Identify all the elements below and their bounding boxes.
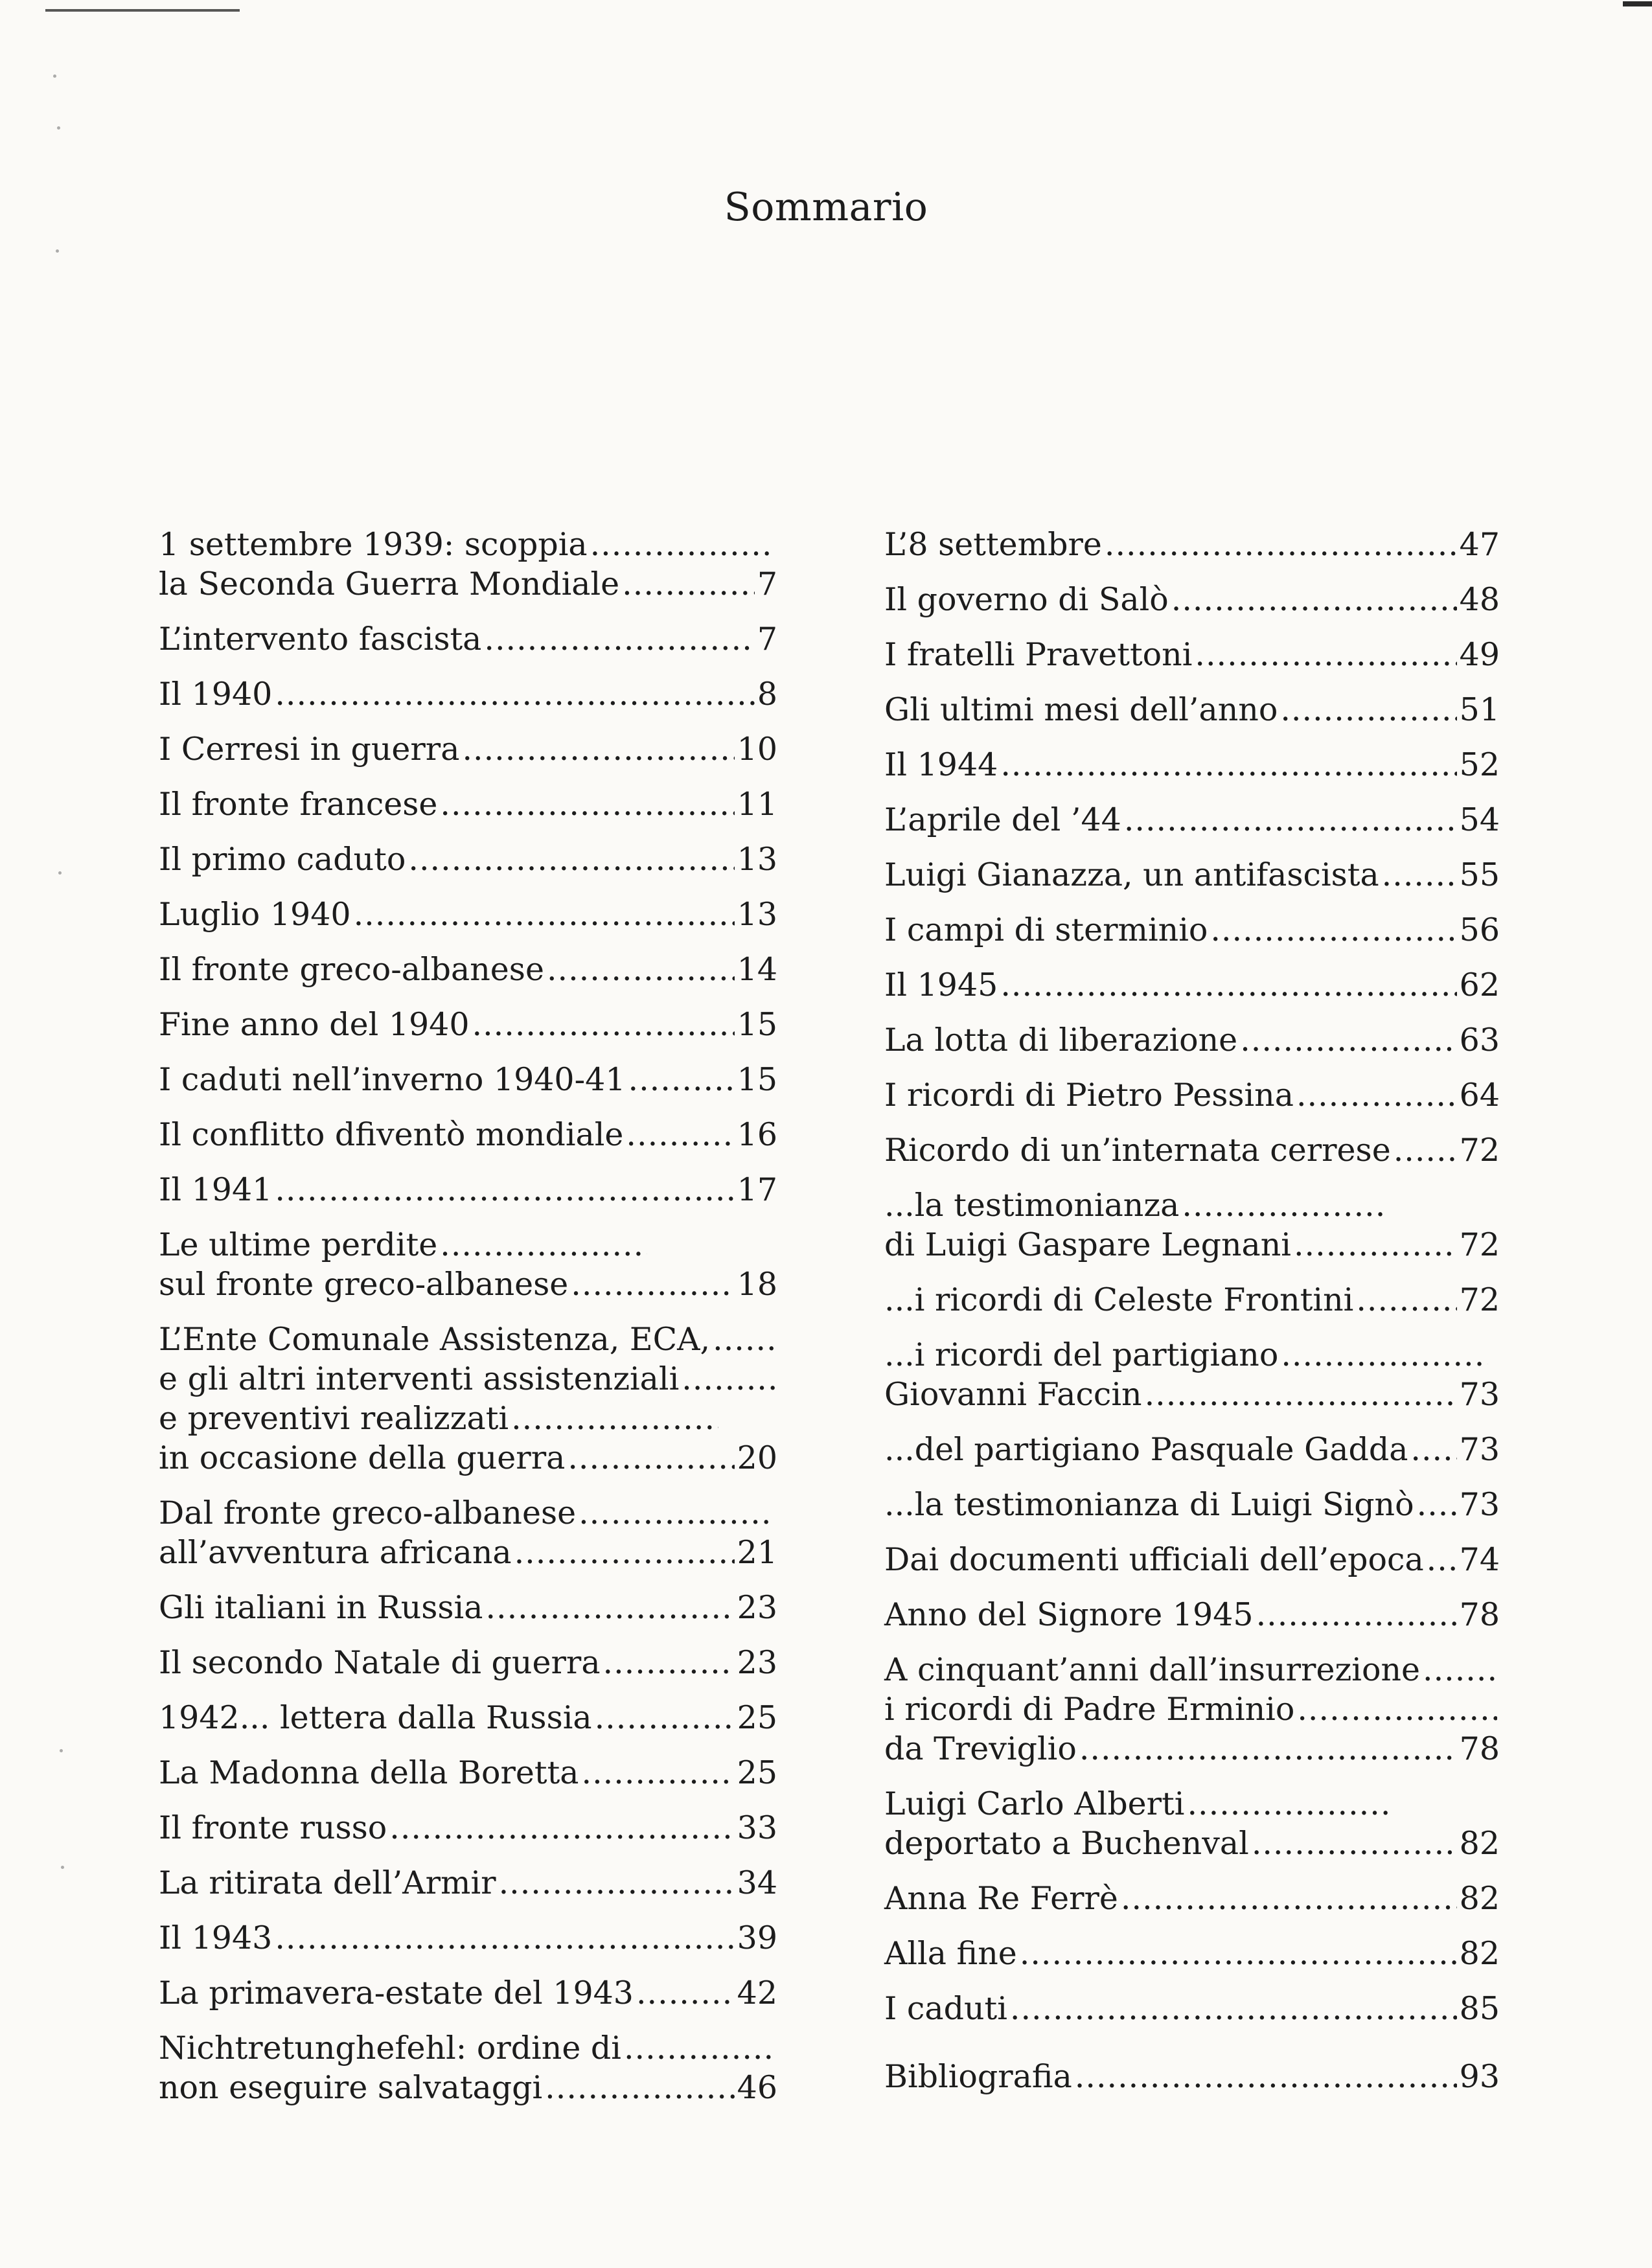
toc-entry-line	[884, 1879, 1500, 1918]
toc-page-number: 47	[1459, 526, 1500, 563]
toc-entry-line	[884, 1729, 1500, 1769]
toc-entry-line	[159, 1643, 777, 1682]
dot-leader	[628, 1060, 735, 1099]
toc-entry-line	[159, 1863, 777, 1903]
toc-page-number: 72	[1459, 1226, 1500, 1263]
toc-page-number: 85	[1459, 1990, 1500, 2027]
toc-entry-line	[884, 745, 1500, 785]
toc-page-number: 8	[757, 676, 777, 713]
toc-page-number: 25	[737, 1699, 777, 1736]
toc-entry-line	[159, 1399, 777, 1438]
toc-entry-title: 1942... lettera dalla Russia	[159, 1699, 592, 1736]
toc-page-number: 23	[737, 1589, 777, 1626]
dot-leader	[1281, 1335, 1488, 1375]
dot-leader	[514, 1533, 735, 1572]
toc-entry-title: Gli ultimi mesi dell’anno	[884, 691, 1278, 728]
dot-leader	[389, 1808, 734, 1848]
toc-page-number: 64	[1459, 1077, 1500, 1114]
dot-leader	[590, 525, 775, 564]
toc-entry[interactable]	[884, 580, 1500, 619]
toc-entry-title: Luglio 1940	[159, 896, 351, 933]
toc-page-number: 17	[737, 1171, 777, 1208]
scan-speck	[60, 1749, 63, 1752]
toc-page-number: 48	[1459, 581, 1500, 618]
dot-leader	[1145, 1375, 1457, 1414]
toc-entry[interactable]	[159, 1005, 777, 1044]
toc-entry[interactable]	[159, 1588, 777, 1627]
toc-entry[interactable]	[884, 1186, 1500, 1265]
toc-entry-title: Il secondo Natale di guerra	[159, 1644, 601, 1681]
toc-entry-title: Ricordo di un’internata cerrese	[884, 1132, 1391, 1169]
toc-entry[interactable]	[884, 1934, 1500, 1973]
toc-entry[interactable]	[884, 1130, 1500, 1170]
toc-entry-line	[159, 895, 777, 934]
toc-entry-title: ...del partigiano Pasquale Gadda	[884, 1431, 1408, 1468]
toc-page-number: 72	[1459, 1281, 1500, 1318]
toc-entry-title: I caduti	[884, 1990, 1007, 2027]
dot-leader	[1195, 635, 1456, 674]
toc-entry-title: Il fronte greco-albanese	[159, 951, 544, 988]
dot-leader	[484, 619, 754, 659]
toc-page-number: 15	[737, 1061, 777, 1098]
dot-leader	[1427, 1540, 1457, 1579]
dot-leader	[1000, 965, 1456, 1005]
toc-entry[interactable]	[884, 855, 1500, 895]
toc-entry-title: da Treviglio	[884, 1730, 1077, 1767]
dot-leader	[1187, 1784, 1394, 1824]
toc-entry-title: L’8 settembre	[884, 526, 1102, 563]
toc-entry[interactable]	[884, 965, 1500, 1005]
toc-entry-title: non eseguire salvataggi	[159, 2069, 543, 2106]
toc-entry[interactable]	[159, 1320, 777, 1478]
toc-entry-line	[159, 1005, 777, 1044]
toc-page-number: 78	[1459, 1596, 1500, 1633]
toc-entry-line	[159, 729, 777, 769]
dot-leader	[1075, 2057, 1457, 2096]
dot-leader	[275, 1170, 734, 1209]
toc-entry[interactable]	[159, 1225, 777, 1304]
toc-entry-line	[159, 1265, 777, 1304]
toc-entry[interactable]	[884, 525, 1500, 564]
toc-entry-title: Il conflitto dfiventò mondiale	[159, 1116, 624, 1153]
toc-entry-title: La ritirata dell’Armir	[159, 1864, 496, 1901]
toc-entry[interactable]	[159, 2028, 777, 2107]
toc-entry-title: Il governo di Salò	[884, 581, 1169, 618]
toc-page-number: 93	[1459, 2058, 1500, 2095]
scan-speck	[61, 1866, 64, 1869]
toc-entry-line	[159, 1918, 777, 1958]
toc-entry[interactable]	[884, 1280, 1500, 1320]
dot-leader	[582, 1753, 735, 1793]
dot-leader	[499, 1863, 735, 1903]
toc-entry[interactable]	[159, 525, 777, 604]
toc-entry-line	[159, 2028, 777, 2068]
toc-entry-title: L’aprile del ’44	[884, 801, 1121, 838]
toc-entry-line	[159, 619, 777, 659]
toc-entry[interactable]	[159, 1918, 777, 1958]
toc-page-number: 11	[737, 786, 777, 823]
toc-entry-line	[884, 1824, 1500, 1863]
toc-entry-title: Le ultime perdite	[159, 1226, 438, 1263]
toc-entry-line	[159, 1170, 777, 1209]
toc-page-number: 34	[737, 1864, 777, 1901]
toc-entry-title: e preventivi realizzati	[159, 1400, 509, 1437]
toc-page-number: 39	[737, 1919, 777, 1956]
dot-leader	[1410, 1430, 1456, 1469]
toc-entry[interactable]	[884, 745, 1500, 785]
dot-leader	[622, 564, 755, 604]
toc-page-number: 82	[1459, 1935, 1500, 1972]
toc-entry-title: Bibliografia	[884, 2058, 1072, 2095]
toc-entry-line	[159, 1359, 777, 1399]
toc-entry-line	[884, 1280, 1500, 1320]
toc-entry[interactable]	[159, 1493, 777, 1572]
toc-page-number: 25	[737, 1754, 777, 1791]
toc-page-number: 82	[1459, 1825, 1500, 1862]
toc-entry[interactable]	[884, 1540, 1500, 1579]
toc-page-number: 73	[1459, 1431, 1500, 1468]
toc-entry-title: La Madonna della Boretta	[159, 1754, 579, 1791]
dot-leader	[1210, 910, 1456, 950]
toc-entry-line	[159, 840, 777, 879]
toc-entry[interactable]	[884, 690, 1500, 729]
dot-leader	[1296, 1075, 1457, 1115]
dot-leader	[1417, 1485, 1457, 1524]
toc-page-number: 55	[1459, 856, 1500, 893]
toc-entry-line	[884, 1934, 1500, 1973]
toc-entry-title: ...la testimonianza di Luigi Signò	[884, 1486, 1414, 1523]
toc-entry-title: La primavera-estate del 1943	[159, 1975, 634, 2011]
toc-entry-line	[159, 950, 777, 989]
toc-entry-line	[884, 1595, 1500, 1634]
toc-entry-title: Il 1940	[159, 676, 273, 713]
toc-entry-line	[884, 910, 1500, 950]
toc-entry-line	[159, 1588, 777, 1627]
toc-page-number: 54	[1459, 801, 1500, 838]
toc-entry-title: I ricordi di Pietro Pessina	[884, 1077, 1294, 1114]
dot-leader	[579, 1493, 775, 1533]
toc-entry[interactable]	[159, 895, 777, 934]
toc-entry-title: 1 settembre 1939: scoppia	[159, 526, 588, 563]
toc-entry-line	[884, 1020, 1500, 1060]
dot-leader	[275, 674, 755, 714]
dot-leader	[603, 1643, 735, 1682]
scan-speck	[56, 249, 59, 253]
toc-page-number: 21	[737, 1534, 777, 1571]
toc-page-number: 23	[737, 1644, 777, 1681]
toc-entry-title: I fratelli Pravettoni	[884, 636, 1193, 673]
toc-entry[interactable]	[159, 840, 777, 879]
dot-leader	[545, 2068, 734, 2107]
toc-entry-line	[159, 1973, 777, 2013]
dot-leader	[1020, 1934, 1457, 1973]
dot-leader	[624, 2028, 775, 2068]
toc-entry-title: Il fronte russo	[159, 1809, 387, 1846]
toc-entry-title: I campi di sterminio	[884, 911, 1208, 948]
toc-entry-line	[884, 800, 1500, 840]
toc-entry-line	[884, 1430, 1500, 1469]
dot-leader	[571, 1265, 734, 1304]
toc-column-left	[159, 525, 777, 2123]
toc-entry[interactable]	[884, 1650, 1500, 1769]
toc-page-number: 63	[1459, 1022, 1500, 1059]
dot-leader	[1423, 1650, 1497, 1690]
toc-page-number: 74	[1459, 1541, 1500, 1578]
toc-entry-line	[884, 1485, 1500, 1524]
toc-entry[interactable]	[884, 1335, 1500, 1414]
dot-leader	[1124, 800, 1457, 840]
toc-page-number: 18	[737, 1266, 777, 1303]
toc-page-number: 7	[757, 566, 777, 602]
toc-page-number: 73	[1459, 1376, 1500, 1413]
toc-entry-title: Dal fronte greco-albanese	[159, 1495, 577, 1531]
toc-entry[interactable]	[159, 785, 777, 824]
dot-leader	[275, 1918, 734, 1958]
toc-entry-line	[159, 1698, 777, 1737]
dot-leader	[462, 729, 734, 769]
dot-leader	[547, 950, 735, 989]
toc-entry[interactable]	[159, 1863, 777, 1903]
scan-speck	[58, 871, 62, 875]
toc-entry[interactable]	[159, 1115, 777, 1154]
toc-entry[interactable]	[159, 1973, 777, 2013]
scan-edge-mark	[45, 9, 240, 12]
toc-entry-title: e gli altri interventi assistenziali	[159, 1360, 680, 1397]
dot-leader	[485, 1588, 734, 1627]
toc-entry-title: di Luigi Gaspare Legnani	[884, 1226, 1291, 1263]
toc-entry[interactable]	[884, 1989, 1500, 2028]
dot-leader	[626, 1115, 734, 1154]
toc-entry-title: I caduti nell’inverno 1940-41	[159, 1061, 626, 1098]
toc-page-number: 78	[1459, 1730, 1500, 1767]
toc-entry-line	[159, 1320, 777, 1359]
toc-page-number: 13	[737, 841, 777, 878]
toc-entry[interactable]	[159, 1698, 777, 1737]
toc-entry[interactable]	[159, 1753, 777, 1793]
toc-entry[interactable]	[884, 1485, 1500, 1524]
dot-leader	[1010, 1989, 1457, 2028]
toc-entry-title: Fine anno del 1940	[159, 1006, 470, 1043]
toc-page-number: 15	[737, 1006, 777, 1043]
toc-entry[interactable]	[884, 1020, 1500, 1060]
toc-entry-title: i ricordi di Padre Erminio	[884, 1691, 1295, 1728]
toc-entry[interactable]	[159, 1643, 777, 1682]
toc-entry-title: Nichtretunghefehl: ordine di	[159, 2030, 621, 2067]
dot-leader	[472, 1005, 735, 1044]
toc-entry[interactable]	[884, 1784, 1500, 1863]
toc-entry-title: Il 1941	[159, 1171, 273, 1208]
toc-entry[interactable]	[159, 729, 777, 769]
toc-page-number: 56	[1459, 911, 1500, 948]
toc-entry-line	[159, 2068, 777, 2107]
dot-leader	[1182, 1186, 1389, 1225]
toc-entry-line	[159, 1533, 777, 1572]
toc-entry-title: Il 1945	[884, 967, 998, 1003]
toc-page-number: 42	[737, 1975, 777, 2011]
dot-leader	[1256, 1595, 1457, 1634]
dot-leader	[568, 1438, 734, 1478]
dot-leader	[1297, 1690, 1497, 1729]
toc-entry-title: Il fronte francese	[159, 786, 438, 823]
toc-entry-title: ...i ricordi di Celeste Frontini	[884, 1281, 1354, 1318]
toc-entry-line	[884, 635, 1500, 674]
toc-entry-line	[159, 1753, 777, 1793]
toc-entry-line	[159, 785, 777, 824]
scan-speck	[53, 74, 56, 78]
dot-leader	[1000, 745, 1456, 785]
toc-entry-title: la Seconda Guerra Mondiale	[159, 566, 620, 602]
toc-entry-line	[884, 1186, 1500, 1225]
toc-entry-title: L’Ente Comunale Assistenza, ECA,	[159, 1321, 711, 1358]
dot-leader	[1105, 525, 1457, 564]
dot-leader	[1356, 1280, 1456, 1320]
toc-entry-title: Alla fine	[884, 1935, 1017, 1972]
dot-leader	[1294, 1225, 1457, 1265]
toc-entry[interactable]	[159, 1170, 777, 1209]
toc-page-number: 33	[737, 1809, 777, 1846]
toc-entry-line	[159, 525, 777, 564]
toc-page-number: 14	[737, 951, 777, 988]
toc-entry-line	[884, 580, 1500, 619]
dot-leader	[408, 840, 734, 879]
dot-leader	[1121, 1879, 1457, 1918]
toc-entry-line	[159, 1060, 777, 1099]
toc-entry-title: Il primo caduto	[159, 841, 406, 878]
toc-entry-line	[884, 1375, 1500, 1414]
toc-page-number: 7	[757, 621, 777, 658]
toc-page-number: 16	[737, 1116, 777, 1153]
toc-page-number: 51	[1459, 691, 1500, 728]
toc-entry-title: sul fronte greco-albanese	[159, 1266, 569, 1303]
toc-entry-title: deportato a Buchenval	[884, 1825, 1249, 1862]
toc-entry-line	[884, 525, 1500, 564]
toc-entry-title: Luigi Gianazza, un antifascista	[884, 856, 1379, 893]
toc-entry-line	[884, 1784, 1500, 1824]
dot-leader	[440, 785, 734, 824]
toc-entry-line	[884, 1130, 1500, 1170]
toc-entry[interactable]	[159, 619, 777, 659]
toc-entry-line	[884, 690, 1500, 729]
dot-leader	[1171, 580, 1457, 619]
toc-entry-line	[884, 1335, 1500, 1375]
toc-entry-line	[159, 1493, 777, 1533]
toc-entry[interactable]	[884, 800, 1500, 840]
dot-leader	[595, 1698, 735, 1737]
toc-entry-line	[159, 564, 777, 604]
toc-entry-line	[159, 1225, 777, 1265]
toc-entry-line	[159, 1808, 777, 1848]
toc-entry[interactable]	[884, 1879, 1500, 1918]
toc-entry-line	[884, 1540, 1500, 1579]
toc-entry-title: Gli italiani in Russia	[159, 1589, 483, 1626]
toc-page-number: 82	[1459, 1880, 1500, 1917]
toc-entry-title: Giovanni Faccin	[884, 1376, 1142, 1413]
toc-entry-line	[884, 1075, 1500, 1115]
toc-page-number: 49	[1459, 636, 1500, 673]
toc-entry-line	[884, 1225, 1500, 1265]
toc-entry-title: in occasione della guerra	[159, 1439, 566, 1476]
toc-entry-line	[884, 1690, 1500, 1729]
toc-column-right	[884, 525, 1500, 2112]
toc-entry-title: I Cerresi in guerra	[159, 731, 460, 768]
toc-entry-line	[884, 855, 1500, 895]
toc-entry-title: La lotta di liberazione	[884, 1022, 1238, 1059]
toc-page-number: 13	[737, 896, 777, 933]
dot-leader	[1252, 1824, 1457, 1863]
toc-entry-title: A cinquant’anni dall’insurrezione	[884, 1651, 1420, 1688]
toc-entry-title: all’avventura africana	[159, 1534, 512, 1571]
scan-speck	[57, 126, 60, 130]
dot-leader	[682, 1359, 775, 1399]
toc-entry[interactable]	[159, 1060, 777, 1099]
dot-leader	[354, 895, 735, 934]
toc-page-number: 62	[1459, 967, 1500, 1003]
dot-leader	[440, 1225, 647, 1265]
dot-leader	[1382, 855, 1457, 895]
toc-entry[interactable]	[159, 674, 777, 714]
toc-page-number: 20	[737, 1439, 777, 1476]
toc-entry-line	[884, 965, 1500, 1005]
dot-leader	[511, 1399, 718, 1438]
dot-leader	[1394, 1130, 1457, 1170]
toc-entry-line	[884, 1650, 1500, 1690]
toc-entry-line	[884, 2057, 1500, 2096]
dot-leader	[636, 1973, 735, 2013]
toc-entry-title: Luigi Carlo Alberti	[884, 1785, 1185, 1822]
scan-corner-mark	[1623, 1, 1652, 6]
dot-leader	[1240, 1020, 1456, 1060]
toc-entry-title: Il 1944	[884, 746, 998, 783]
toc-entry[interactable]	[159, 1808, 777, 1848]
dot-leader	[1280, 690, 1456, 729]
toc-page-number: 52	[1459, 746, 1500, 783]
toc-entry[interactable]	[884, 1075, 1500, 1115]
toc-entry-line	[159, 1115, 777, 1154]
toc-entry-line	[159, 674, 777, 714]
toc-entry[interactable]	[884, 2057, 1500, 2096]
toc-page-number: 72	[1459, 1132, 1500, 1169]
toc-entry-title: ...i ricordi del partigiano	[884, 1336, 1279, 1373]
toc-entry-title: ...la testimonianza	[884, 1187, 1180, 1224]
toc-entry[interactable]	[884, 1595, 1500, 1634]
dot-leader	[1079, 1729, 1457, 1769]
toc-entry-line	[884, 1989, 1500, 2028]
toc-entry[interactable]	[159, 950, 777, 989]
page-title: Sommario	[724, 185, 928, 230]
toc-entry-title: Anno del Signore 1945	[884, 1596, 1254, 1633]
toc-entry-title: L’intervento fascista	[159, 621, 482, 658]
toc-entry[interactable]	[884, 910, 1500, 950]
toc-entry[interactable]	[884, 1430, 1500, 1469]
toc-entry-line	[159, 1438, 777, 1478]
toc-page-number: 73	[1459, 1486, 1500, 1523]
dot-leader	[713, 1320, 775, 1359]
toc-page-number: 46	[737, 2069, 777, 2106]
toc-entry-title: Il 1943	[159, 1919, 273, 1956]
toc-entry[interactable]	[884, 635, 1500, 674]
toc-entry-title: Dai documenti ufficiali dell’epoca	[884, 1541, 1424, 1578]
toc-page-number: 10	[737, 731, 777, 768]
toc-entry-title: Anna Re Ferrè	[884, 1880, 1118, 1917]
